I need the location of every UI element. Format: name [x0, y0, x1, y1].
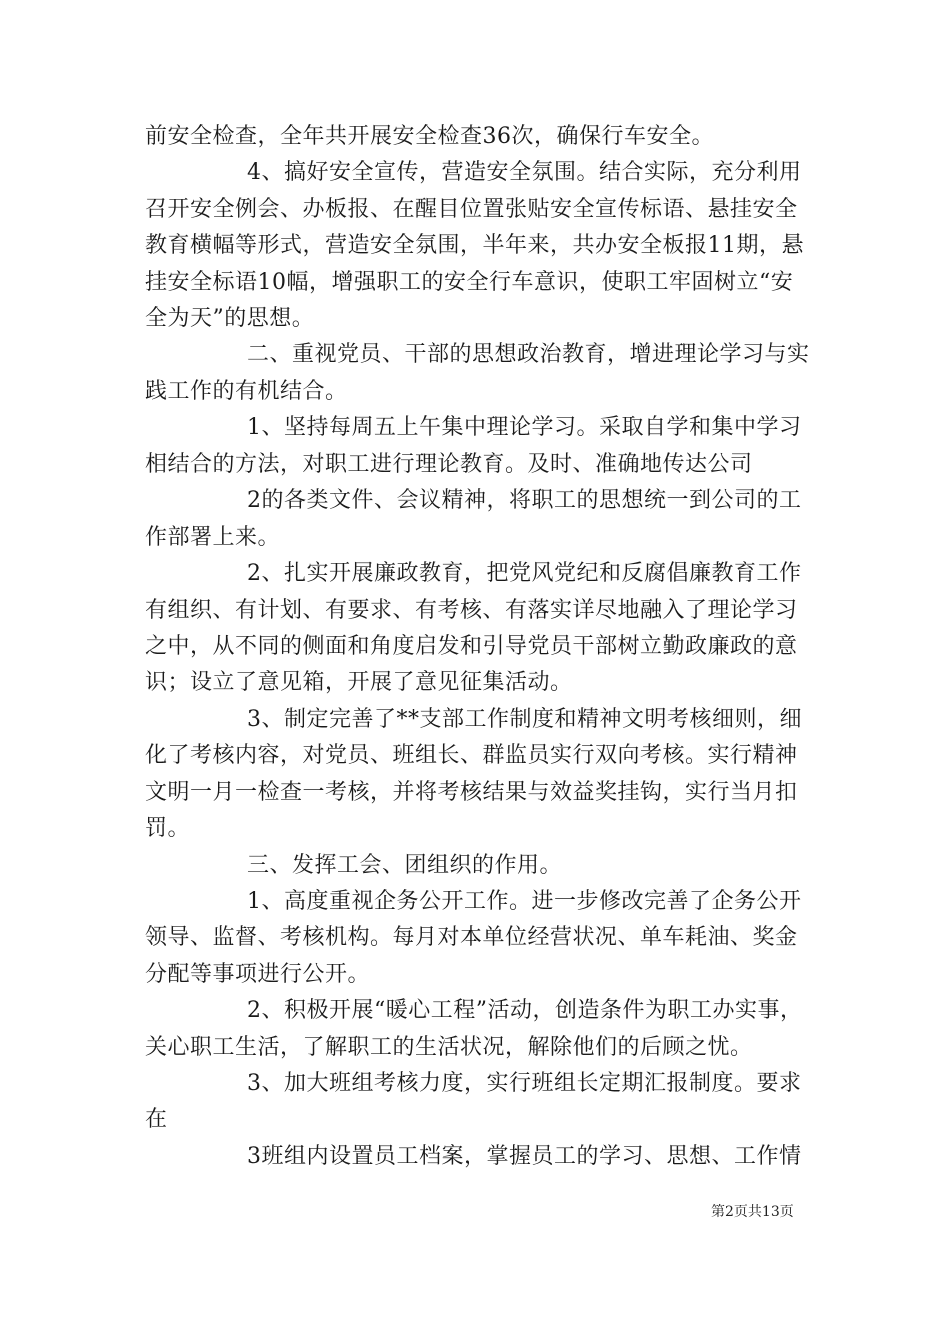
text-line: 化了考核内容，对党员、班组长、群监员实行双向考核。实行精神 — [145, 743, 798, 768]
text-line: 领导、监督、考核机构。每月对本单位经营状况、单车耗油、奖金 — [145, 925, 798, 950]
text-line: 2的各类文件、会议精神，将职工的思想统一到公司的工 — [247, 488, 802, 513]
text-line: 二、重视党员、干部的思想政治教育，增进理论学习与实 — [247, 342, 810, 367]
page-number-footer: 第2页共13页 — [711, 1204, 794, 1220]
text-line: 前安全检查，全年共开展安全检查36次，确保行车安全。 — [145, 124, 714, 149]
text-line: 3、加大班组考核力度，实行班组长定期汇报制度。要求 — [247, 1071, 802, 1096]
text-line: 罚。 — [145, 816, 191, 841]
text-line: 相结合的方法，对职工进行理论教育。及时、准确地传达公司 — [145, 452, 753, 477]
text-line: 全为天”的思想。 — [145, 306, 315, 331]
text-line: 关心职工生活，了解职工的生活状况，解除他们的后顾之忧。 — [145, 1035, 753, 1060]
text-line: 之中，从不同的侧面和角度启发和引导党员干部树立勤政廉政的意 — [145, 634, 798, 659]
text-line: 1、坚持每周五上午集中理论学习。采取自学和集中学习 — [247, 415, 802, 440]
text-line: 作部署上来。 — [145, 525, 281, 550]
text-line: 4、搞好安全宣传，营造安全氛围。结合实际，充分利用 — [247, 160, 802, 185]
text-line: 三、发挥工会、团组织的作用。 — [247, 853, 563, 878]
text-line: 有组织、有计划、有要求、有考核、有落实详尽地融入了理论学习 — [145, 598, 798, 623]
text-line: 教育横幅等形式，营造安全氛围，半年来，共办安全板报11期，悬 — [145, 233, 804, 258]
text-line: 3、制定完善了**支部工作制度和精神文明考核细则，细 — [247, 707, 802, 732]
text-line: 践工作的有机结合。 — [145, 379, 348, 404]
text-line: 3班组内设置员工档案，掌握员工的学习、思想、工作情 — [247, 1144, 802, 1169]
text-line: 召开安全例会、办板报、在醒目位置张贴安全宣传标语、悬挂安全 — [145, 197, 798, 222]
text-line: 1、高度重视企务公开工作。进一步修改完善了企务公开 — [247, 889, 802, 914]
text-line: 在 — [145, 1107, 168, 1132]
text-line: 2、积极开展“暖心工程”活动，创造条件为职工办实事， — [247, 998, 803, 1023]
text-line: 文明一月一检查一考核，并将考核结果与效益奖挂钩，实行当月扣 — [145, 780, 798, 805]
text-line: 识；设立了意见箱，开展了意见征集活动。 — [145, 670, 573, 695]
text-line: 挂安全标语10幅，增强职工的安全行车意识，使职工牢固树立“安 — [145, 270, 794, 295]
text-line: 分配等事项进行公开。 — [145, 962, 371, 987]
text-line: 2、扎实开展廉政教育，把党风党纪和反腐倡廉教育工作 — [247, 561, 802, 586]
